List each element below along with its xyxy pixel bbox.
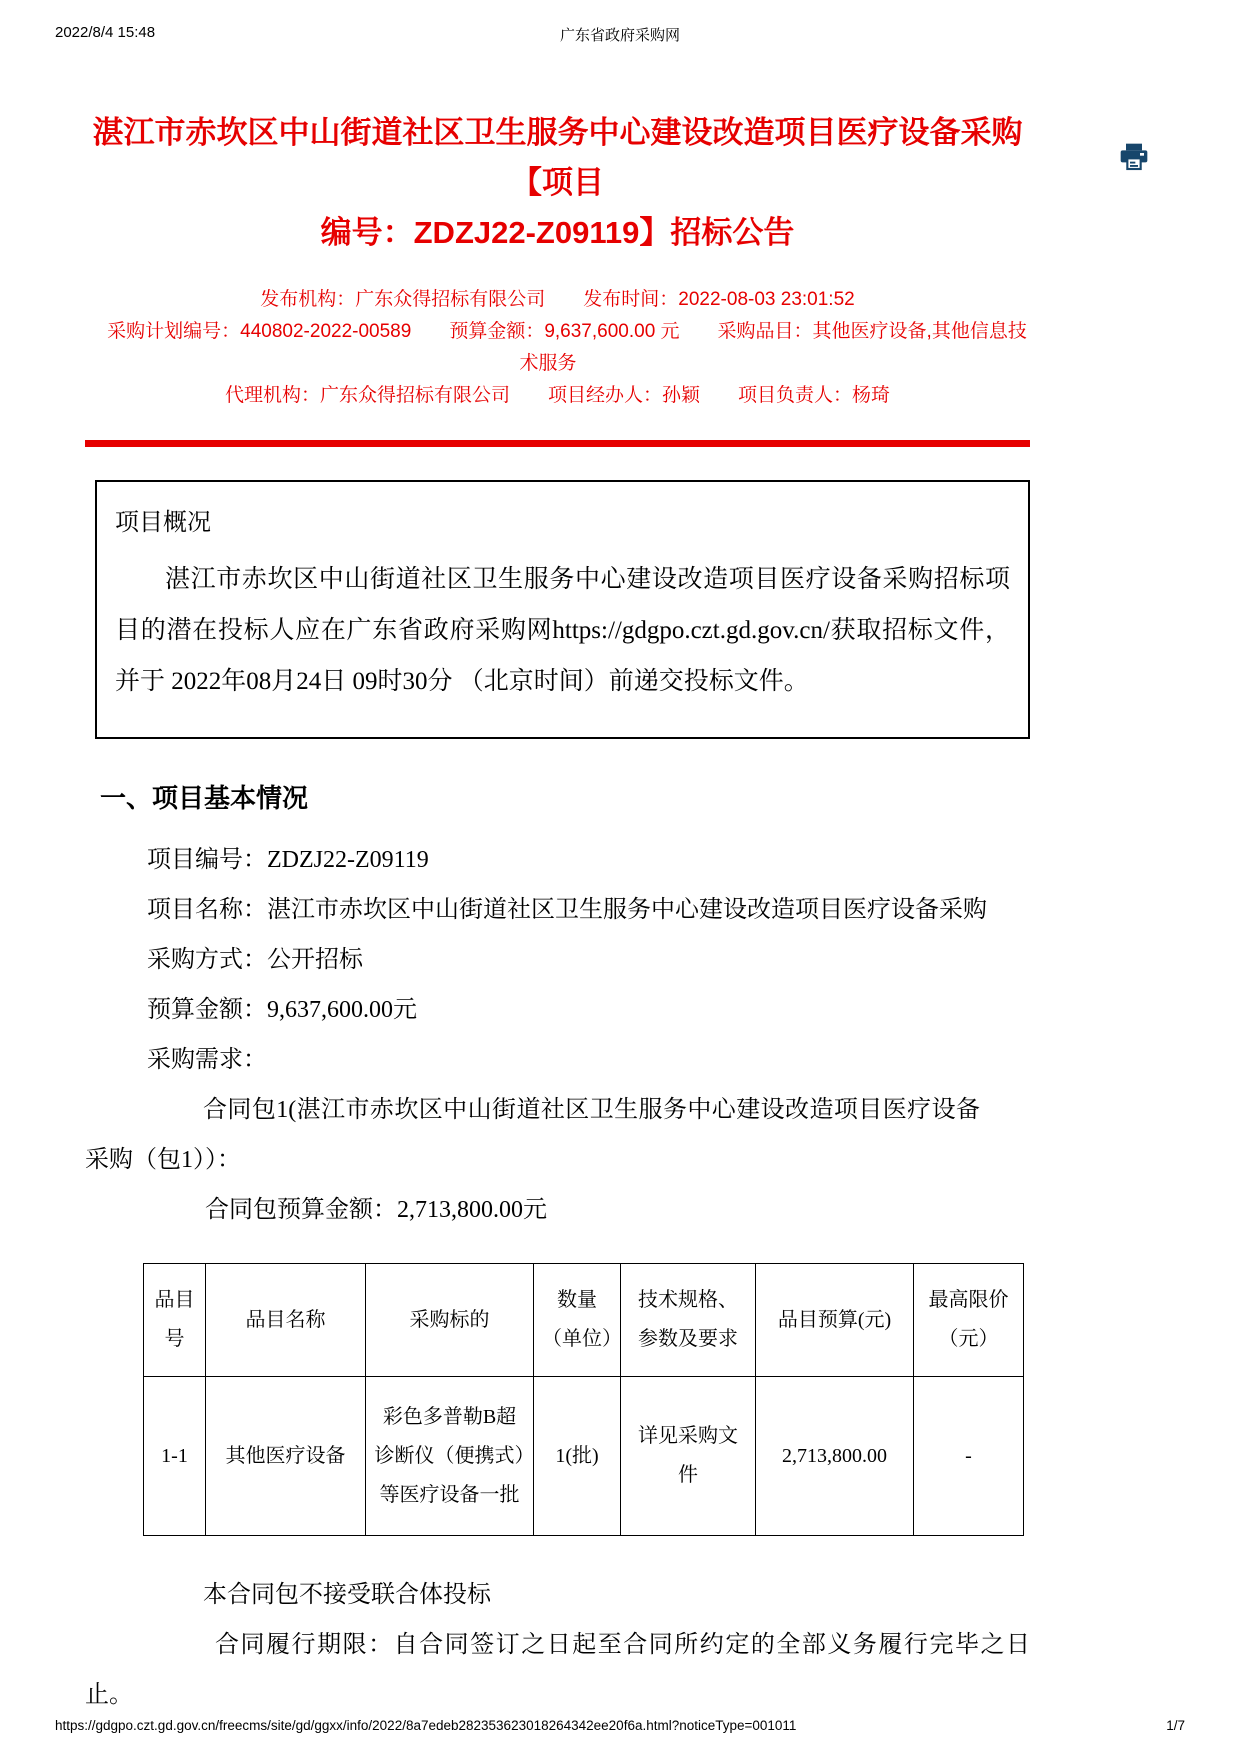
red-divider <box>85 440 1030 447</box>
col-quantity: 数量（单位） <box>534 1264 621 1377</box>
package-budget-line: 合同包预算金额：2,713,800.00元 <box>205 1197 547 1223</box>
demand-line: 采购需求： <box>147 1047 267 1073</box>
meta-line-1 <box>85 284 1030 316</box>
meta-leader: 项目负责人：杨琦 <box>738 385 891 406</box>
meta-line-2 <box>85 316 1030 380</box>
procurement-method-line: 采购方式：公开招标 <box>147 947 363 973</box>
meta-line-3 <box>85 380 1030 412</box>
overview-heading: 项目概况 <box>115 510 211 536</box>
announcement-title <box>85 108 1030 258</box>
title-line-1: 湛江市赤坎区中山街道社区卫生服务中心建设改造项目医疗设备采购【项目 <box>92 115 1023 200</box>
cell-budget: 2,713,800.00 <box>756 1377 914 1536</box>
print-footer <box>55 1718 1185 1733</box>
meta-budget: 预算金额：9,637,600.00 元 <box>449 321 680 342</box>
col-item-no: 品目号 <box>144 1264 206 1377</box>
print-datetime: 2022/8/4 15:48 <box>55 24 156 41</box>
print-button[interactable] <box>1118 142 1150 172</box>
announcement-meta <box>85 284 1030 412</box>
col-spec: 技术规格、参数及要求 <box>621 1264 756 1377</box>
meta-plan-no: 采购计划编号：440802-2022-00589 <box>107 321 412 342</box>
meta-category: 采购品目：其他医疗设备,其他信息技术服务 <box>519 321 1027 374</box>
items-table <box>143 1263 1024 1536</box>
cell-subject: 彩色多普勒B超诊断仪（便携式）等医疗设备一批 <box>366 1377 534 1536</box>
meta-publisher: 发布机构：广东众得招标有限公司 <box>260 289 546 310</box>
col-price-cap: 最高限价（元） <box>914 1264 1024 1377</box>
contract-package-line: 合同包1(湛江市赤坎区中山街道社区卫生服务中心建设改造项目医疗设备采购（包1））： <box>85 1097 980 1173</box>
project-number-line: 项目编号：ZDZJ22-Z09119 <box>147 847 429 873</box>
project-name-line: 项目名称：湛江市赤坎区中山街道社区卫生服务中心建设改造项目医疗设备采购 <box>147 897 987 923</box>
site-title: 广东省政府采购网 <box>559 27 680 44</box>
cell-spec: 详见采购文件 <box>621 1377 756 1536</box>
meta-handler: 项目经办人：孙颖 <box>547 385 700 406</box>
printer-icon <box>1118 142 1150 172</box>
cell-quantity: 1(批) <box>534 1377 621 1536</box>
cell-price-cap: - <box>914 1377 1024 1536</box>
col-subject: 采购标的 <box>366 1264 534 1377</box>
contract-duration-line: 合同履行期限：自合同签订之日起至合同所约定的全部义务履行完毕之日止。 <box>85 1632 1030 1708</box>
project-overview-box <box>95 480 1030 739</box>
budget-line: 预算金额：9,637,600.00元 <box>147 997 417 1023</box>
table-header-row <box>144 1264 1024 1377</box>
meta-agency: 代理机构：广东众得招标有限公司 <box>224 385 510 406</box>
no-consortium-line: 本合同包不接受联合体投标 <box>203 1582 491 1608</box>
table-row <box>144 1377 1024 1536</box>
title-line-2: 编号：ZDZJ22-Z09119】招标公告 <box>320 215 795 250</box>
col-item-name: 品目名称 <box>206 1264 366 1377</box>
document-content <box>85 0 1030 1720</box>
source-url: https://gdgpo.czt.gd.gov.cn/freecms/site/gd/ggxx/info/2022/8a7edeb282353623018264342ee20f6a.html?noticeType=001011 <box>55 1718 797 1733</box>
overview-paragraph: 湛江市赤坎区中山街道社区卫生服务中心建设改造项目医疗设备采购招标项目的潜在投标人应在广东省政府采购网https://gdgpo.czt.gd.gov.cn/获取招标文件，并于 2022年08月24日 09时30分 （北京时间）前递交投标文件。 <box>115 566 1010 695</box>
cell-item-name: 其他医疗设备 <box>206 1377 366 1536</box>
col-budget: 品目预算(元) <box>756 1264 914 1377</box>
meta-publish-time: 发布时间：2022-08-03 23:01:52 <box>583 289 855 310</box>
section-1-heading: 一、项目基本情况 <box>100 784 309 813</box>
cell-item-no: 1-1 <box>144 1377 206 1536</box>
page-number: 1/7 <box>1166 1718 1185 1733</box>
